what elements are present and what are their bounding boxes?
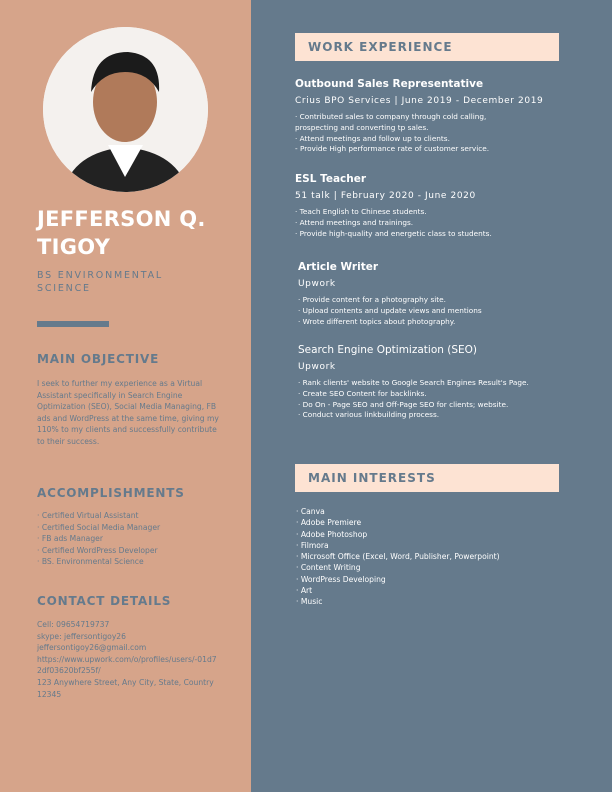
interests-heading: MAIN INTERESTS xyxy=(295,464,559,492)
bullet: · Provide content for a photography site. xyxy=(298,295,446,304)
email-link[interactable]: jeffersontigoy26@gmail.com xyxy=(37,643,147,653)
bullet: · Contributed sales to company through cold calling, prospecting and converting tp sales. xyxy=(295,112,487,132)
job-title: Article Writer xyxy=(298,261,379,273)
job-subtitle: Crius BPO Services | June 2019 - December 2019 xyxy=(295,96,544,106)
bullet: · Upload contents and update views and mentions xyxy=(298,305,482,315)
bullet: · Wrote different topics about photography. xyxy=(298,316,456,326)
list-item: · FB ads Manager xyxy=(37,534,103,544)
job-subtitle: 51 talk | February 2020 - June 2020 xyxy=(295,191,476,201)
list-item: · Art xyxy=(296,586,313,596)
left-column xyxy=(0,0,251,792)
bullet: · Attend meetings and trainings. xyxy=(295,217,414,227)
upwork-link[interactable]: https://www.upwork.com/o/profiles/users/-01d72df03620bf255f/ xyxy=(37,654,217,676)
job-subtitle: Upwork xyxy=(298,279,336,289)
job-4 xyxy=(298,344,578,421)
job-title: Search Engine Optimization (SEO) xyxy=(298,344,477,356)
list-item: · Certified WordPress Developer xyxy=(37,545,158,555)
list-item: · BS. Environmental Science xyxy=(37,557,144,567)
objective-text: I seek to further my experience as a Virtual Assistant specifically in Search Engine Optimization (SEO), Social Media Managing, FB ads and WordPress at the same time, giving my 110% to my clients and successfully contribute to their success. xyxy=(37,379,219,446)
bullet: · Conduct various linkbuilding process. xyxy=(298,410,440,420)
work-heading: WORK EXPERIENCE xyxy=(295,33,559,61)
job-subtitle: Upwork xyxy=(298,362,336,372)
bullet: · Rank clients' website to Google Search Engines Result's Page. xyxy=(298,378,529,387)
bullet: · Provide high-quality and energetic class to students. xyxy=(295,228,492,238)
accomplishments-list xyxy=(37,510,222,568)
contact-heading: CONTACT DETAILS xyxy=(37,594,172,608)
bullet: - Provide High performance rate of customer service. xyxy=(295,144,490,154)
list-item: · Microsoft Office (Excel, Word, Publisher, Powerpoint) xyxy=(296,552,500,562)
contact-list xyxy=(37,619,217,700)
bullet: · Do On - Page SEO and Off-Page SEO for clients; website. xyxy=(298,399,509,409)
list-item: · Adobe Photoshop xyxy=(296,529,368,539)
phone: Cell: 09654719737 xyxy=(37,620,110,629)
interests-list xyxy=(296,506,500,608)
bullet: · Create SEO Content for backlinks. xyxy=(298,388,427,398)
job-1 xyxy=(295,78,575,155)
list-item: · Canva xyxy=(296,507,325,516)
address: 123 Anywhere Street, Any City, State, Country 12345 xyxy=(37,677,214,699)
full-name: JEFFERSON Q. TIGOY xyxy=(37,207,206,259)
divider xyxy=(37,321,109,327)
job-title: Outbound Sales Representative xyxy=(295,78,484,90)
objective-heading: MAIN OBJECTIVE xyxy=(37,352,160,366)
job-title: ESL Teacher xyxy=(295,173,367,185)
bullet: · Teach English to Chinese students. xyxy=(295,207,427,216)
job-2 xyxy=(295,173,575,239)
bullet: · Attend meetings and follow up to clients. xyxy=(295,133,450,143)
list-item: · Certified Virtual Assistant xyxy=(37,511,139,520)
list-item: · Content Writing xyxy=(296,563,361,573)
accomplishments-heading: ACCOMPLISHMENTS xyxy=(37,486,185,500)
list-item: · Adobe Premiere xyxy=(296,518,362,528)
degree: BS ENVIRONMENTAL SCIENCE xyxy=(37,270,163,294)
profile-photo xyxy=(43,27,208,192)
list-item: · Filmora xyxy=(296,540,329,550)
job-3 xyxy=(298,261,578,327)
list-item: · WordPress Developing xyxy=(296,574,386,584)
skype: skype: jeffersontigoy26 xyxy=(37,631,126,641)
list-item: · Certified Social Media Manager xyxy=(37,522,161,532)
list-item: · Music xyxy=(296,597,323,607)
